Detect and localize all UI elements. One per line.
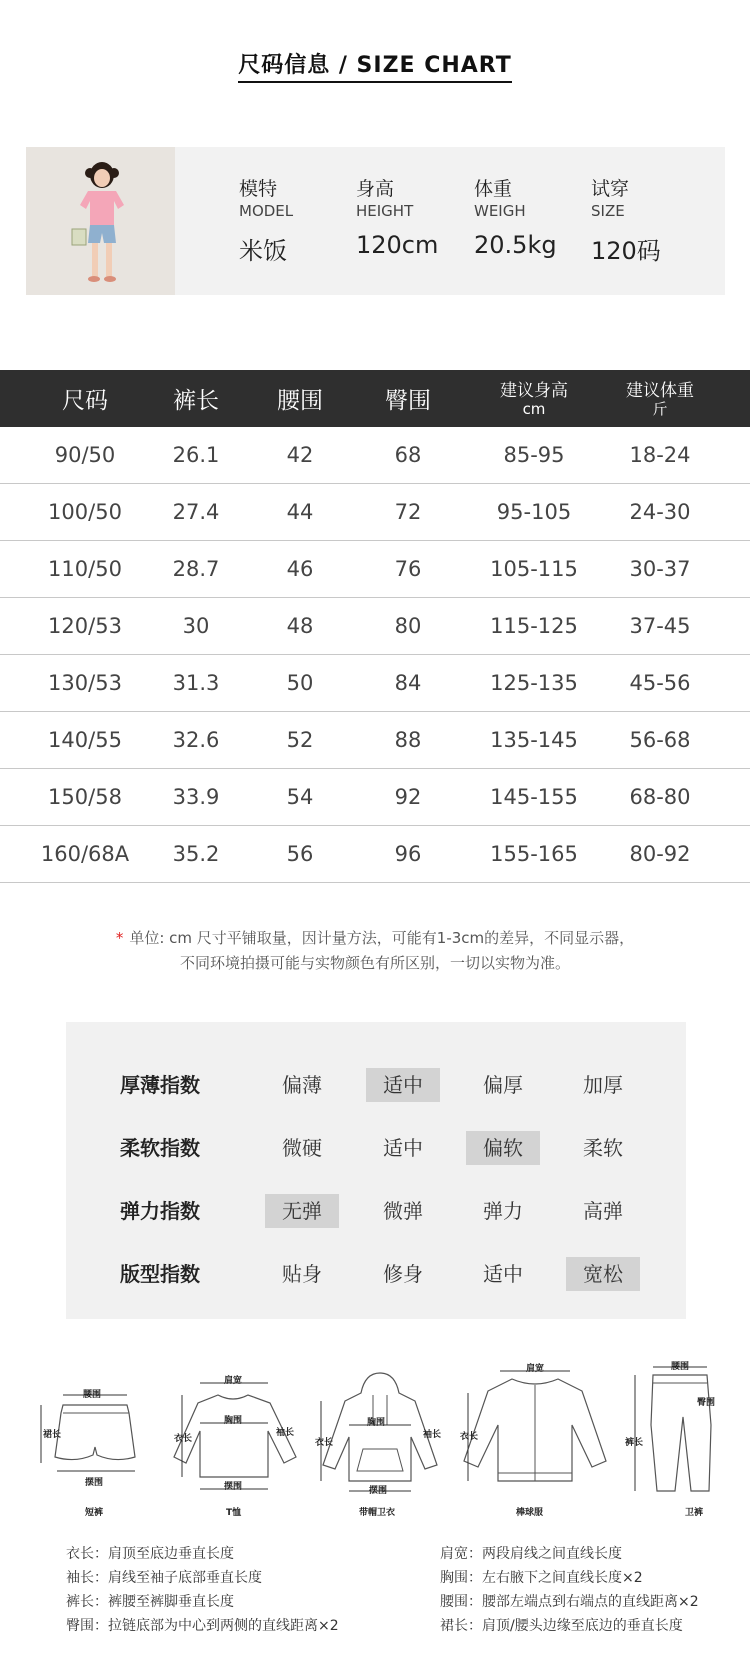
index-option: 偏薄 [282,1073,322,1097]
table-cell: 44 [286,500,314,524]
model-label-cn: 模特 [239,178,278,200]
table-cell: 68 [394,443,422,467]
table-cell: 37-45 [629,614,691,638]
table-cell: 33.9 [172,785,220,809]
index-option-selected: 适中 [366,1068,440,1102]
hoodie-caption: 带帽卫衣 [359,1508,396,1518]
header-pants-length: 裤长 [173,388,219,414]
index-option: 柔软 [583,1136,623,1160]
table-body [0,427,750,883]
pants-diagram [625,1362,735,1530]
table-cell: 68-80 [629,785,691,809]
index-option-selected: 宽松 [566,1257,640,1291]
index-label: 弹力指数 [120,1199,200,1223]
table-cell: 42 [286,443,314,467]
weight-value: 20.5kg [474,231,557,259]
table-cell: 88 [394,728,422,752]
table-cell: 28.7 [172,557,220,581]
table-cell: 80 [394,614,422,638]
header-size: 尺码 [62,388,108,414]
model-name-value: 米饭 [239,237,287,265]
table-cell: 35.2 [172,842,220,866]
tshirt-label-sleeve: 袖长 [276,1428,295,1438]
note-asterisk: * [115,929,124,947]
table-cell: 135-145 [490,728,578,752]
table-cell: 95-105 [496,500,572,524]
pants-label-length: 裤长 [625,1438,644,1448]
table-cell: 145-155 [490,785,578,809]
index-option: 微弹 [383,1199,423,1223]
measurement-note [0,926,750,976]
header-suggested-height: 建议身高 cm [500,380,568,418]
jacket-diagram [460,1365,610,1530]
index-row [66,1194,686,1228]
model-label-en: MODEL [239,202,294,220]
header-suggested-weight: 建议体重 斤 [626,380,694,418]
index-option: 适中 [483,1262,523,1286]
table-cell: 100/50 [48,500,122,524]
hoodie-label-length: 衣长 [315,1438,334,1448]
model-column-size [591,177,661,266]
table-cell: 54 [286,785,314,809]
size-value: 120码 [591,237,661,265]
index-row [66,1131,686,1165]
shorts-caption: 短裤 [85,1508,104,1518]
table-row [0,427,750,484]
height-label-cn: 身高 [356,178,395,200]
table-cell: 150/58 [48,785,122,809]
table-cell: 130/53 [48,671,122,695]
definition-left-3: 裤长：裤腰至裤脚垂直长度 [66,1594,234,1610]
model-column-name [239,177,293,266]
table-cell: 46 [286,557,314,581]
size-label-cn: 试穿 [591,178,630,200]
tshirt-label-shoulder: 肩宽 [224,1376,243,1386]
index-option: 偏厚 [483,1073,523,1097]
index-option-selected: 偏软 [466,1131,540,1165]
pants-label-waist: 腰围 [671,1362,690,1372]
index-option: 贴身 [282,1262,322,1286]
height-label-en: HEIGHT [356,202,414,220]
table-cell: 105-115 [490,557,578,581]
definition-left-2: 袖长：肩线至袖子底部垂直长度 [66,1570,262,1586]
hoodie-diagram [315,1365,445,1530]
jacket-caption: 棒球服 [516,1508,544,1518]
tshirt-label-chest: 胸围 [224,1416,243,1426]
table-cell: 72 [394,500,422,524]
shorts-label-length: 裙长 [43,1430,62,1440]
size-label-en: SIZE [591,202,625,220]
definition-right-2: 胸围：左右腋下之间直线长度×2 [440,1570,643,1586]
definition-left-4: 臀围：拉链底部为中心到两侧的直线距离×2 [66,1618,339,1634]
definition-right-3: 腰围：腰部左端点到右端点的直线距离×2 [440,1594,699,1610]
table-row [0,826,750,883]
table-cell: 27.4 [172,500,220,524]
table-cell: 85-95 [503,443,565,467]
page-title [0,48,750,83]
index-option: 弹力 [483,1199,523,1223]
index-option: 微硬 [282,1136,322,1160]
table-cell: 84 [394,671,422,695]
index-label: 厚薄指数 [120,1073,200,1097]
table-header-row [0,370,750,427]
tshirt-caption: T恤 [226,1508,242,1518]
table-cell: 30-37 [629,557,691,581]
hoodie-label-chest: 胸围 [367,1418,386,1428]
table-cell: 155-165 [490,842,578,866]
hoodie-label-hem: 摆围 [369,1486,388,1496]
table-cell: 18-24 [629,443,691,467]
tshirt-diagram [170,1365,300,1530]
header-hip: 臀围 [385,388,431,414]
table-cell: 31.3 [172,671,220,695]
jacket-label-shoulder: 肩宽 [526,1364,545,1374]
model-photo [26,147,175,295]
definition-right-4: 裙长：肩顶/腰头边缘至底边的垂直长度 [440,1618,683,1634]
table-row [0,541,750,598]
size-table [0,370,750,883]
index-row [66,1068,686,1102]
table-cell: 80-92 [629,842,691,866]
table-cell: 76 [394,557,422,581]
index-option-selected: 无弹 [265,1194,339,1228]
table-row [0,769,750,826]
table-cell: 110/50 [48,557,122,581]
table-cell: 115-125 [490,614,578,638]
table-cell: 120/53 [48,614,122,638]
table-cell: 56-68 [629,728,691,752]
garment-diagrams [0,1362,750,1530]
table-cell: 92 [394,785,422,809]
shorts-label-waist: 腰围 [83,1390,102,1400]
index-label: 版型指数 [120,1262,200,1286]
table-cell: 96 [394,842,422,866]
table-row [0,655,750,712]
index-option: 加厚 [583,1073,623,1097]
definition-left-1: 衣长：肩顶至底边垂直长度 [66,1546,234,1562]
index-label: 柔软指数 [120,1136,200,1160]
height-value: 120cm [356,231,439,259]
pants-caption: 卫裤 [685,1508,704,1518]
model-column-weight [474,177,557,259]
table-row [0,484,750,541]
table-cell: 52 [286,728,314,752]
table-cell: 32.6 [172,728,220,752]
table-cell: 30 [182,614,210,638]
shorts-diagram [35,1365,155,1530]
definition-right-1: 肩宽：两段肩线之间直线长度 [440,1546,622,1562]
index-option: 修身 [383,1262,423,1286]
size-chart-title: 尺码信息 / SIZE CHART [238,48,512,83]
weight-label-cn: 体重 [474,178,513,200]
tshirt-label-hem: 摆围 [224,1482,243,1492]
table-row [0,712,750,769]
table-cell: 24-30 [629,500,691,524]
table-cell: 45-56 [629,671,691,695]
table-row [0,598,750,655]
shorts-label-hem: 摆围 [85,1478,104,1488]
index-row [66,1257,686,1291]
weight-label-en: WEIGH [474,202,526,220]
pants-label-hip: 臀围 [697,1398,716,1408]
note-line-1: 单位: cm 尺寸平铺取量，因计量方法，可能有1-3cm的差异，不同显示器， [129,929,635,947]
jacket-label-length: 衣长 [460,1432,479,1442]
hoodie-label-sleeve: 袖长 [423,1430,442,1440]
header-waist: 腰围 [277,388,323,414]
table-cell: 56 [286,842,314,866]
fabric-index-panel [66,1022,686,1319]
model-column-height [356,177,438,259]
table-cell: 48 [286,614,314,638]
table-cell: 90/50 [54,443,116,467]
note-line-2: 不同环境拍摄可能与实物颜色有所区别，一切以实物为准。 [179,954,570,972]
table-cell: 125-135 [490,671,578,695]
model-info-card [26,147,725,295]
tshirt-label-length: 衣长 [174,1434,193,1444]
table-cell: 50 [286,671,314,695]
table-cell: 26.1 [172,443,220,467]
index-option: 适中 [383,1136,423,1160]
table-cell: 160/68A [40,842,130,866]
table-cell: 140/55 [48,728,122,752]
index-option: 高弹 [583,1199,623,1223]
